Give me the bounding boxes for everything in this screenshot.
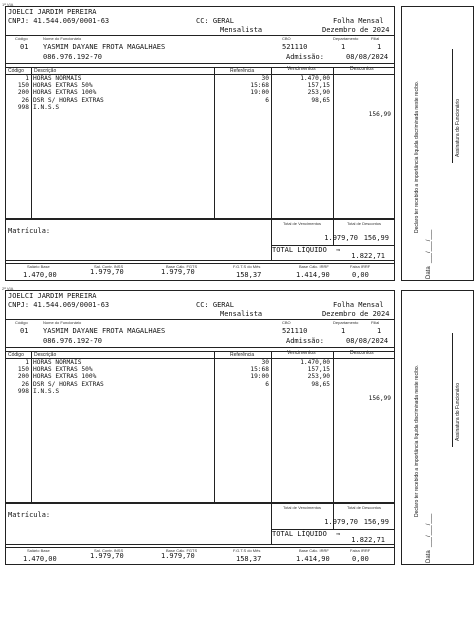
row-code: 200	[17, 89, 29, 97]
total-descontos: 156,99	[363, 518, 389, 526]
row-code: 150	[17, 366, 29, 374]
irrf-base: 1.414,90	[296, 555, 330, 563]
messages-label: Matrícula:	[8, 511, 51, 519]
total-vencimentos: 1.979,70	[324, 518, 358, 526]
receipt-date-label: Data	[426, 550, 432, 563]
col-vencimentos-header: Vencimentos	[287, 66, 316, 72]
row-description: DSR S/ HORAS EXTRAS	[33, 96, 104, 104]
signature-line	[452, 49, 453, 163]
employee-code: 01	[20, 43, 29, 51]
row-reference: 15:68	[250, 366, 269, 374]
row-code: 26	[21, 96, 29, 104]
irrf-bracket-label: Faixa IRRF	[350, 548, 371, 553]
row-reference: 30	[261, 359, 269, 366]
net-total: 1.822,71	[351, 536, 385, 544]
fgts-base: 1.979,70	[161, 268, 195, 276]
base-salary-label: Salário Base	[27, 548, 50, 553]
fgts-month-label: F.G.T.S do Mês	[233, 548, 261, 553]
employee-name: YASMIM DAYANE FROTA MAGALHAES	[43, 43, 166, 51]
net-total-label: TOTAL LÍQUIDO	[272, 530, 327, 538]
receipt-declaration: Declaro ter recebido a importância líquida discriminada neste recibo.	[414, 80, 420, 233]
fgts-base: 1.979,70	[161, 552, 195, 560]
base-salary: 1.470,00	[23, 555, 57, 563]
row-description: HORAS NORMAIS	[33, 359, 82, 366]
admission-date: 08/08/2024	[346, 337, 389, 345]
row-reference: 19:00	[250, 373, 269, 381]
employee-cpf: 086.976.192-70	[43, 337, 103, 345]
employer-name: JOELCI JARDIM PEREIRA	[8, 292, 97, 300]
branch-label: Filial	[371, 320, 380, 325]
department-value: 1	[341, 43, 346, 51]
admission-label: Admissão:	[286, 53, 324, 61]
receipt-stub	[401, 6, 474, 281]
copy-mark: 2ª VIA	[2, 286, 14, 291]
pay-frequency: Mensalista	[220, 26, 263, 34]
cost-center: CC: GERAL	[196, 301, 234, 309]
department-label: Departamento	[333, 320, 359, 325]
payroll-type: Folha Mensal	[333, 17, 384, 25]
department-value: 1	[341, 327, 346, 335]
base-salary: 1.470,00	[23, 271, 57, 279]
employer-cnpj: CNPJ: 41.544.069/0001-63	[8, 17, 110, 25]
totals-divider	[271, 503, 272, 545]
branch-label: Filial	[371, 36, 380, 41]
total-descontos-label: Total de Descontos	[347, 221, 382, 226]
employee-cpf: 086.976.192-70	[43, 53, 103, 61]
irrf-base: 1.414,90	[296, 271, 330, 279]
col-descontos-header: Descontos	[350, 66, 374, 72]
col-descontos-header: Descontos	[350, 350, 374, 356]
column-divider	[333, 351, 334, 503]
row-description: HORAS EXTRAS 100%	[33, 373, 97, 381]
irrf-bracket: 0,00	[352, 271, 369, 279]
signature-line	[452, 333, 453, 447]
pay-frequency: Mensalista	[220, 310, 263, 318]
irrf-bracket-label: Faixa IRRF	[350, 264, 371, 269]
employee-code: 01	[20, 327, 29, 335]
receipt-stub	[401, 290, 474, 565]
receipt-date-label: Data	[426, 266, 432, 279]
employer-cnpj: CNPJ: 41.544.069/0001-63	[8, 301, 110, 309]
pay-period: Dezembro de 2024	[322, 310, 390, 318]
row-reference: 6	[265, 96, 269, 104]
payroll-type: Folha Mensal	[333, 301, 384, 309]
fgts-month-label: F.G.T.S do Mês	[233, 264, 261, 269]
copy-mark: 1ª VIA	[2, 2, 14, 7]
col-referencia-header: Referência	[230, 352, 255, 358]
column-divider	[31, 67, 32, 219]
employee-name: YASMIM DAYANE FROTA MAGALHAES	[43, 327, 166, 335]
row-code: 998	[17, 387, 29, 395]
col-referencia-header: Referência	[230, 68, 255, 74]
row-desconto: 156,99	[368, 110, 391, 118]
inss-base: 1.979,70	[90, 268, 124, 276]
fgts-month: 158,37	[236, 271, 262, 279]
irrf-bracket: 0,00	[352, 555, 369, 563]
branch-value: 1	[377, 43, 382, 51]
row-vencimento: 1.470,00	[300, 75, 330, 82]
row-reference: 6	[265, 380, 269, 388]
net-total-label: TOTAL LÍQUIDO	[272, 246, 327, 254]
irrf-base-label: Base Cálc. IRRF	[299, 548, 329, 553]
row-vencimento: 253,90	[307, 373, 330, 381]
row-description: I.N.S.S	[33, 387, 60, 395]
cbo-value: 521110	[282, 43, 308, 51]
admission-label: Admissão:	[286, 337, 324, 345]
messages-label: Matrícula:	[8, 227, 51, 235]
irrf-base-label: Base Cálc. IRRF	[299, 264, 329, 269]
totals-divider	[271, 219, 272, 261]
employee-name-label: Nome do Funcionário	[43, 36, 82, 41]
cbo-value: 521110	[282, 327, 308, 335]
net-total-arrow-icon: ⇒	[336, 246, 341, 254]
fgts-base-label: Base Cálc. FGTS	[166, 264, 198, 269]
inss-base-label: Sal. Contr. INSS	[94, 264, 124, 269]
row-description: HORAS EXTRAS 50%	[33, 366, 93, 374]
employee-code-label: Código	[15, 320, 28, 325]
cbo-label: CBO	[282, 36, 291, 41]
row-vencimento: 157,15	[307, 366, 330, 374]
inss-base: 1.979,70	[90, 552, 124, 560]
footer-frame	[5, 263, 395, 281]
receipt-date-blanks: ___/___/___	[426, 229, 432, 263]
net-total: 1.822,71	[351, 252, 385, 260]
row-description: I.N.S.S	[33, 103, 60, 111]
row-description: HORAS EXTRAS 100%	[33, 89, 97, 97]
employee-signature-label: Assinatura do Funcionário	[455, 98, 461, 157]
admission-date: 08/08/2024	[346, 53, 389, 61]
row-description: DSR S/ HORAS EXTRAS	[33, 380, 104, 388]
fgts-base-label: Base Cálc. FGTS	[166, 548, 198, 553]
total-vencimentos: 1.979,70	[324, 234, 358, 242]
row-vencimento: 98,65	[311, 380, 330, 388]
row-code: 200	[17, 373, 29, 381]
employer-name: JOELCI JARDIM PEREIRA	[8, 8, 97, 16]
column-divider	[31, 351, 32, 503]
col-codigo-header: Código	[8, 352, 24, 358]
col-descricao-header: Descrição	[34, 68, 57, 74]
row-vencimento: 98,65	[311, 96, 330, 104]
net-total-arrow-icon: ⇒	[336, 530, 341, 538]
base-salary-label: Salário Base	[27, 264, 50, 269]
row-description: HORAS EXTRAS 50%	[33, 82, 93, 90]
department-label: Departamento	[333, 36, 359, 41]
branch-value: 1	[377, 327, 382, 335]
row-reference: 15:68	[250, 82, 269, 90]
row-vencimento: 157,15	[307, 82, 330, 90]
footer-frame	[5, 547, 395, 565]
fgts-month: 158,37	[236, 555, 262, 563]
employee-code-label: Código	[15, 36, 28, 41]
row-code: 1	[25, 75, 29, 82]
row-desconto: 156,99	[368, 394, 391, 402]
employee-signature-label: Assinatura do Funcionário	[455, 382, 461, 441]
row-vencimento: 253,90	[307, 89, 330, 97]
row-reference: 19:00	[250, 89, 269, 97]
row-code: 998	[17, 103, 29, 111]
row-code: 150	[17, 82, 29, 90]
col-codigo-header: Código	[8, 68, 24, 74]
column-divider	[333, 67, 334, 219]
row-vencimento: 1.470,00	[300, 359, 330, 366]
pay-period: Dezembro de 2024	[322, 26, 390, 34]
total-vencimentos-label: Total de Vencimentos	[283, 505, 322, 510]
row-code: 26	[21, 380, 29, 388]
col-descricao-header: Descrição	[34, 352, 57, 358]
inss-base-label: Sal. Contr. INSS	[94, 548, 124, 553]
row-reference: 30	[261, 75, 269, 82]
cbo-label: CBO	[282, 320, 291, 325]
total-descontos: 156,99	[363, 234, 389, 242]
row-description: HORAS NORMAIS	[33, 75, 82, 82]
employee-name-label: Nome do Funcionário	[43, 320, 82, 325]
col-vencimentos-header: Vencimentos	[287, 350, 316, 356]
row-code: 1	[25, 359, 29, 366]
total-descontos-label: Total de Descontos	[347, 505, 382, 510]
receipt-date-blanks: ___/___/___	[426, 513, 432, 547]
receipt-declaration: Declaro ter recebido a importância líquida discriminada neste recibo.	[414, 364, 420, 517]
cost-center: CC: GERAL	[196, 17, 234, 25]
total-vencimentos-label: Total de Vencimentos	[283, 221, 322, 226]
